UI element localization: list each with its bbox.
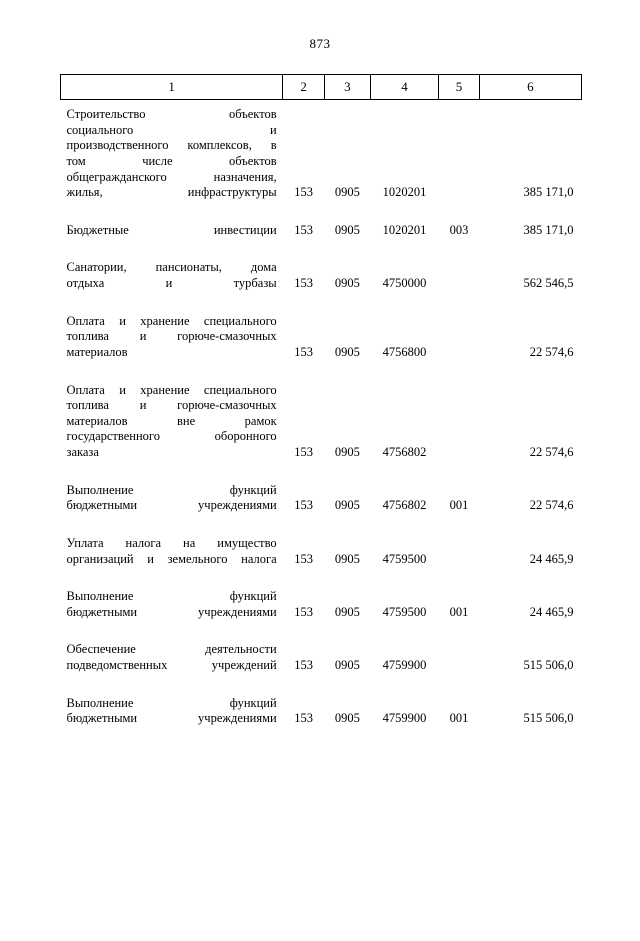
row-spacer-cell — [61, 245, 582, 253]
row-code-target: 1020201 — [382, 185, 427, 200]
row-code-section: 0905 — [334, 222, 360, 237]
row-name-line: Строительство объектов — [66, 107, 277, 121]
column-header-3: 3 — [325, 75, 370, 100]
row-spacer-cell — [61, 521, 582, 529]
row-spacer — [61, 368, 582, 376]
row-code-section: 0905 — [334, 276, 360, 290]
row-code-admin: 153 — [294, 222, 314, 237]
row-spacer-cell — [61, 627, 582, 635]
row-name-cell — [61, 635, 283, 680]
row-name-line: социального и — [66, 122, 277, 137]
budget-table-wrapper — [60, 74, 582, 742]
row-name-line: материалов вне рамок — [66, 413, 277, 428]
row-name-line: Выполнение функций — [66, 589, 277, 604]
row-amount: 515 506,0 — [523, 658, 574, 672]
table-row — [61, 307, 582, 368]
row-name-line: бюджетными учреждениями — [66, 711, 277, 726]
row-code-target: 4759900 — [382, 711, 427, 726]
row-code-type — [439, 307, 479, 368]
row-code-type — [439, 529, 479, 574]
row-spacer-cell — [61, 208, 582, 216]
table-body — [61, 100, 582, 742]
row-name-line: производственного комплексов, в — [66, 138, 277, 153]
row-name-line: Оплата и хранение специального — [66, 313, 277, 328]
row-spacer — [61, 208, 582, 216]
row-name-line: топлива и горюче-смазочных — [66, 398, 277, 413]
budget-table — [60, 74, 582, 742]
column-header-6: 6 — [479, 75, 581, 100]
column-header-1: 1 — [61, 75, 283, 100]
row-code-admin: 153 — [294, 551, 314, 566]
row-code-type — [439, 100, 479, 208]
row-spacer-cell — [61, 368, 582, 376]
row-name-line: государственного оборонного — [66, 429, 277, 444]
row-code-target: 4759500 — [382, 551, 427, 566]
row-amount: 385 171,0 — [523, 222, 574, 237]
row-name-cell — [61, 476, 283, 521]
row-code-target: 4756802 — [382, 498, 427, 513]
row-name-line: Обеспечение деятельности — [66, 642, 277, 657]
row-code-admin: 153 — [294, 445, 314, 459]
row-spacer-cell — [61, 681, 582, 689]
row-amount: 562 546,5 — [523, 276, 574, 290]
row-name-line: заказа — [66, 445, 99, 459]
row-code-admin: 153 — [294, 276, 314, 290]
table-row — [61, 476, 582, 521]
row-name-line: общегражданского назначения, — [66, 169, 277, 184]
table-header-row — [61, 75, 582, 100]
column-header-4: 4 — [370, 75, 439, 100]
row-code-admin: 153 — [294, 658, 314, 672]
row-code-target: 1020201 — [382, 222, 427, 237]
row-spacer — [61, 521, 582, 529]
row-name-line: Выполнение функций — [66, 695, 277, 710]
row-code-target: 4750000 — [382, 276, 427, 290]
row-code-target: 4759900 — [382, 658, 427, 672]
row-code-type: 001 — [449, 498, 469, 513]
row-name-line: Оплата и хранение специального — [66, 382, 277, 397]
row-code-type — [439, 635, 479, 680]
row-name-line: бюджетными учреждениями — [66, 498, 277, 513]
table-row — [61, 635, 582, 680]
row-code-type — [439, 376, 479, 468]
row-amount: 22 574,6 — [529, 498, 574, 513]
row-name-line: материалов — [66, 344, 128, 359]
row-name-cell — [61, 253, 283, 298]
row-code-section: 0905 — [334, 445, 360, 459]
row-code-type: 003 — [449, 222, 469, 237]
row-spacer — [61, 468, 582, 476]
row-name-cell — [61, 582, 283, 627]
row-name-line: организаций и земельного налога — [66, 551, 277, 566]
row-name-cell — [61, 307, 283, 368]
page-number: 873 — [309, 36, 331, 51]
row-code-section: 0905 — [334, 551, 360, 566]
row-code-target: 4759500 — [382, 604, 427, 619]
row-name-cell — [61, 216, 283, 246]
row-spacer-cell — [61, 468, 582, 476]
row-spacer-cell — [61, 734, 582, 742]
table-row — [61, 376, 582, 468]
row-code-section: 0905 — [334, 711, 360, 726]
row-amount: 515 506,0 — [523, 711, 574, 726]
row-name-line: жилья, инфраструктуры — [66, 185, 277, 200]
row-spacer — [61, 574, 582, 582]
row-name-cell — [61, 376, 283, 468]
row-amount: 24 465,9 — [529, 604, 574, 619]
row-spacer-cell — [61, 299, 582, 307]
table-row — [61, 689, 582, 734]
row-amount: 385 171,0 — [523, 185, 574, 200]
column-header-5: 5 — [439, 75, 479, 100]
row-name-line: топлива и горюче-смазочных — [66, 329, 277, 344]
row-name-line: Уплата налога на имущество — [66, 535, 277, 550]
row-code-admin: 153 — [294, 185, 314, 200]
row-name-cell — [61, 100, 283, 208]
table-row — [61, 582, 582, 627]
row-spacer — [61, 299, 582, 307]
row-code-target: 4756802 — [382, 445, 427, 459]
row-spacer — [61, 245, 582, 253]
row-code-type: 001 — [449, 711, 469, 726]
row-name-cell — [61, 689, 283, 734]
row-amount: 22 574,6 — [529, 344, 574, 359]
row-amount: 24 465,9 — [529, 551, 574, 566]
row-code-section: 0905 — [334, 498, 360, 513]
row-code-admin: 153 — [294, 711, 314, 726]
table-row — [61, 529, 582, 574]
column-header-2: 2 — [283, 75, 325, 100]
row-code-admin: 153 — [294, 498, 314, 513]
table-row — [61, 253, 582, 298]
row-spacer — [61, 734, 582, 742]
row-name-cell — [61, 529, 283, 574]
row-name-line: отдыха и турбазы — [66, 276, 277, 290]
table-header — [61, 75, 582, 100]
document-page — [0, 36, 640, 941]
row-spacer-cell — [61, 574, 582, 582]
table-row — [61, 100, 582, 208]
row-name-line: Бюджетные инвестиции — [66, 222, 277, 237]
row-code-type: 001 — [449, 604, 469, 619]
row-code-section: 0905 — [334, 658, 360, 672]
row-name-line: подведомственных учреждений — [66, 658, 277, 672]
row-spacer — [61, 681, 582, 689]
row-code-section: 0905 — [334, 344, 360, 359]
row-code-section: 0905 — [334, 185, 360, 200]
row-code-admin: 153 — [294, 604, 314, 619]
row-amount: 22 574,6 — [529, 445, 574, 459]
row-name-line: Санатории, пансионаты, дома — [66, 260, 277, 275]
table-row — [61, 216, 582, 246]
row-spacer — [61, 627, 582, 635]
row-name-line: Выполнение функций — [66, 482, 277, 497]
row-code-admin: 153 — [294, 344, 314, 359]
row-name-line: том числе объектов — [66, 153, 277, 168]
row-code-target: 4756800 — [382, 344, 427, 359]
row-code-section: 0905 — [334, 604, 360, 619]
row-code-type — [439, 253, 479, 298]
row-name-line: бюджетными учреждениями — [66, 604, 277, 619]
